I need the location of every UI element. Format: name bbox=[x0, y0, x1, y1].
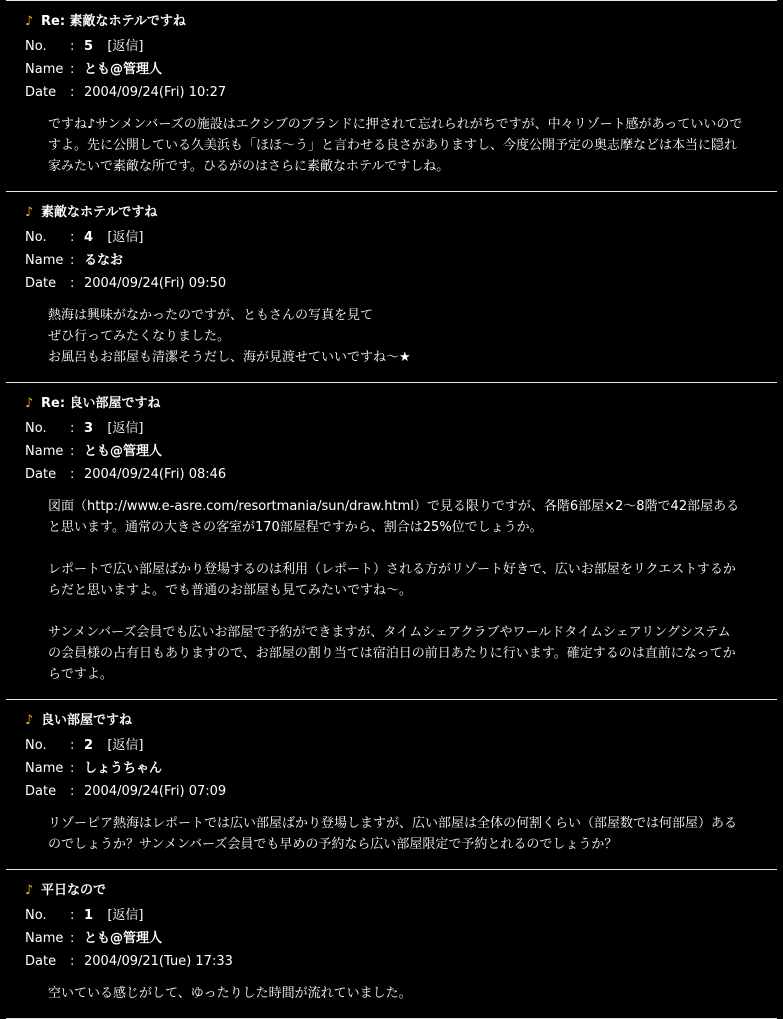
colon: : bbox=[70, 62, 75, 77]
post-date: 2004/09/21(Tue) 17:33 bbox=[84, 954, 233, 969]
post-number-row bbox=[0, 417, 783, 440]
post-name-label: Name bbox=[25, 444, 64, 459]
post-title-row bbox=[0, 391, 783, 417]
post bbox=[0, 870, 783, 1018]
post-date: 2004/09/24(Fri) 07:09 bbox=[84, 784, 227, 799]
post-name-label: Name bbox=[25, 931, 64, 946]
post-name-row bbox=[0, 440, 783, 463]
post-date: 2004/09/24(Fri) 09:50 bbox=[84, 276, 227, 291]
post-title: 平日なので bbox=[41, 883, 107, 898]
post-author: しょうちゃん bbox=[84, 761, 163, 776]
post-paragraph: サンメンバーズ会員でも広いお部屋で予約ができますが、タイムシェアクラブやワールドタイムシェアリングシステムの会員様の占有日もありますので、お部屋の割り当ては宿泊日の前日あたりに行います。確定するのは直前になってからですよ。 bbox=[48, 625, 736, 682]
post-date-row bbox=[0, 81, 783, 104]
post-paragraph: レポートで広い部屋ばかり登場するのは利用（レポート）される方がリゾート好きで、広いお部屋をリクエストするからだと思いますよ。でも普通のお部屋も見てみたいですね〜。 bbox=[48, 562, 736, 598]
reply-link[interactable]: [返信] bbox=[107, 908, 144, 923]
post bbox=[0, 383, 783, 699]
post-number-label: No. bbox=[25, 738, 47, 753]
post-number: 2 bbox=[84, 738, 94, 753]
post-date: 2004/09/24(Fri) 08:46 bbox=[84, 467, 227, 482]
post-body bbox=[0, 973, 783, 1008]
post-date-row bbox=[0, 463, 783, 486]
post-author: とも@管理人 bbox=[84, 931, 163, 946]
post-paragraph: 熱海は興味がなかったのですが、ともさんの写真を見て ぜひ行ってみたくなりました。 お風呂もお部屋も清潔そうだし、海が見渡せていいですね〜★ bbox=[48, 308, 411, 365]
post-title-row bbox=[0, 708, 783, 734]
post-paragraph: ですね♪サンメンバーズの施設はエクシブのブランドに押されて忘れられがちですが、中々リゾート感があっていいのですよ。先に公開している久美浜も「ほほ〜う」と言わせる良さがありますし、今度公開予定の奥志摩などは本当に隠れ家みたいで素敵な所です。ひるがのはさらに素敵なホテルですしね。 bbox=[48, 117, 743, 174]
post bbox=[0, 192, 783, 382]
post-paragraph: リゾーピア熱海はレポートでは広い部屋ばかり登場しますが、広い部屋は全体の何割くらい（部屋数では何部屋）あるのでしょうか？サンメンバーズ会員でも早めの予約なら広い部屋限定で予約とれるのでしょうか？ bbox=[48, 816, 738, 852]
post-title: 良い部屋ですね bbox=[41, 713, 133, 728]
post-number-row bbox=[0, 226, 783, 249]
post-number-row bbox=[0, 35, 783, 58]
colon: : bbox=[70, 761, 75, 776]
reply-link[interactable]: [返信] bbox=[107, 738, 144, 753]
post-paragraph: 図面（http://www.e-asre.com/resortmania/sun/draw.html）で見る限りですが、各階6部屋×2〜8階で42部屋あると思います。通常の大きさの客室が170部屋程ですから、割合は25%位でしょうか。 bbox=[48, 499, 740, 535]
post-title: Re: 素敵なホテルですね bbox=[41, 14, 186, 29]
colon: : bbox=[70, 954, 75, 969]
post-date-label: Date bbox=[25, 276, 57, 291]
post-date: 2004/09/24(Fri) 10:27 bbox=[84, 85, 227, 100]
post-number-row bbox=[0, 904, 783, 927]
colon: : bbox=[70, 738, 75, 753]
colon: : bbox=[70, 276, 75, 291]
reply-link[interactable]: [返信] bbox=[107, 39, 144, 54]
post-body bbox=[0, 104, 783, 181]
post-title: 素敵なホテルですね bbox=[41, 205, 158, 220]
post-date-row bbox=[0, 272, 783, 295]
post-number-label: No. bbox=[25, 39, 47, 54]
post-number: 3 bbox=[84, 421, 94, 436]
colon: : bbox=[70, 444, 75, 459]
post-number-label: No. bbox=[25, 230, 47, 245]
reply-link[interactable]: [返信] bbox=[107, 421, 144, 436]
post-number: 4 bbox=[84, 230, 94, 245]
post bbox=[0, 1, 783, 191]
post-number-label: No. bbox=[25, 908, 47, 923]
post-name-row bbox=[0, 58, 783, 81]
colon: : bbox=[70, 421, 75, 436]
post-title-row bbox=[0, 200, 783, 226]
post-title: Re: 良い部屋ですね bbox=[41, 396, 161, 411]
post-body bbox=[0, 295, 783, 372]
colon: : bbox=[70, 784, 75, 799]
post-date-label: Date bbox=[25, 467, 57, 482]
post-name-row bbox=[0, 757, 783, 780]
post-paragraph: 空いている感じがして、ゆったりした時間が流れていました。 bbox=[48, 986, 412, 1001]
post-name-label: Name bbox=[25, 761, 64, 776]
post-author: るなお bbox=[84, 253, 124, 268]
post-name-row bbox=[0, 249, 783, 272]
post-author: とも@管理人 bbox=[84, 62, 163, 77]
colon: : bbox=[70, 467, 75, 482]
post-number: 1 bbox=[84, 908, 94, 923]
colon: : bbox=[70, 85, 75, 100]
music-note-icon: ♪ bbox=[25, 713, 34, 728]
post-name-label: Name bbox=[25, 253, 64, 268]
colon: : bbox=[70, 908, 75, 923]
colon: : bbox=[70, 230, 75, 245]
music-note-icon: ♪ bbox=[25, 14, 34, 29]
colon: : bbox=[70, 931, 75, 946]
post-name-label: Name bbox=[25, 62, 64, 77]
post-date-row bbox=[0, 780, 783, 803]
post-number-label: No. bbox=[25, 421, 47, 436]
post-title-row bbox=[0, 878, 783, 904]
colon: : bbox=[70, 253, 75, 268]
post-title-row bbox=[0, 9, 783, 35]
music-note-icon: ♪ bbox=[25, 396, 34, 411]
post-date-label: Date bbox=[25, 954, 57, 969]
post-date-label: Date bbox=[25, 85, 57, 100]
post-date-row bbox=[0, 950, 783, 973]
colon: : bbox=[70, 39, 75, 54]
music-note-icon: ♪ bbox=[25, 883, 34, 898]
reply-link[interactable]: [返信] bbox=[107, 230, 144, 245]
post-number: 5 bbox=[84, 39, 94, 54]
post-body bbox=[0, 803, 783, 859]
post bbox=[0, 700, 783, 869]
post-name-row bbox=[0, 927, 783, 950]
post-author: とも@管理人 bbox=[84, 444, 163, 459]
post-date-label: Date bbox=[25, 784, 57, 799]
music-note-icon: ♪ bbox=[25, 205, 34, 220]
post-body bbox=[0, 486, 783, 689]
post-number-row bbox=[0, 734, 783, 757]
